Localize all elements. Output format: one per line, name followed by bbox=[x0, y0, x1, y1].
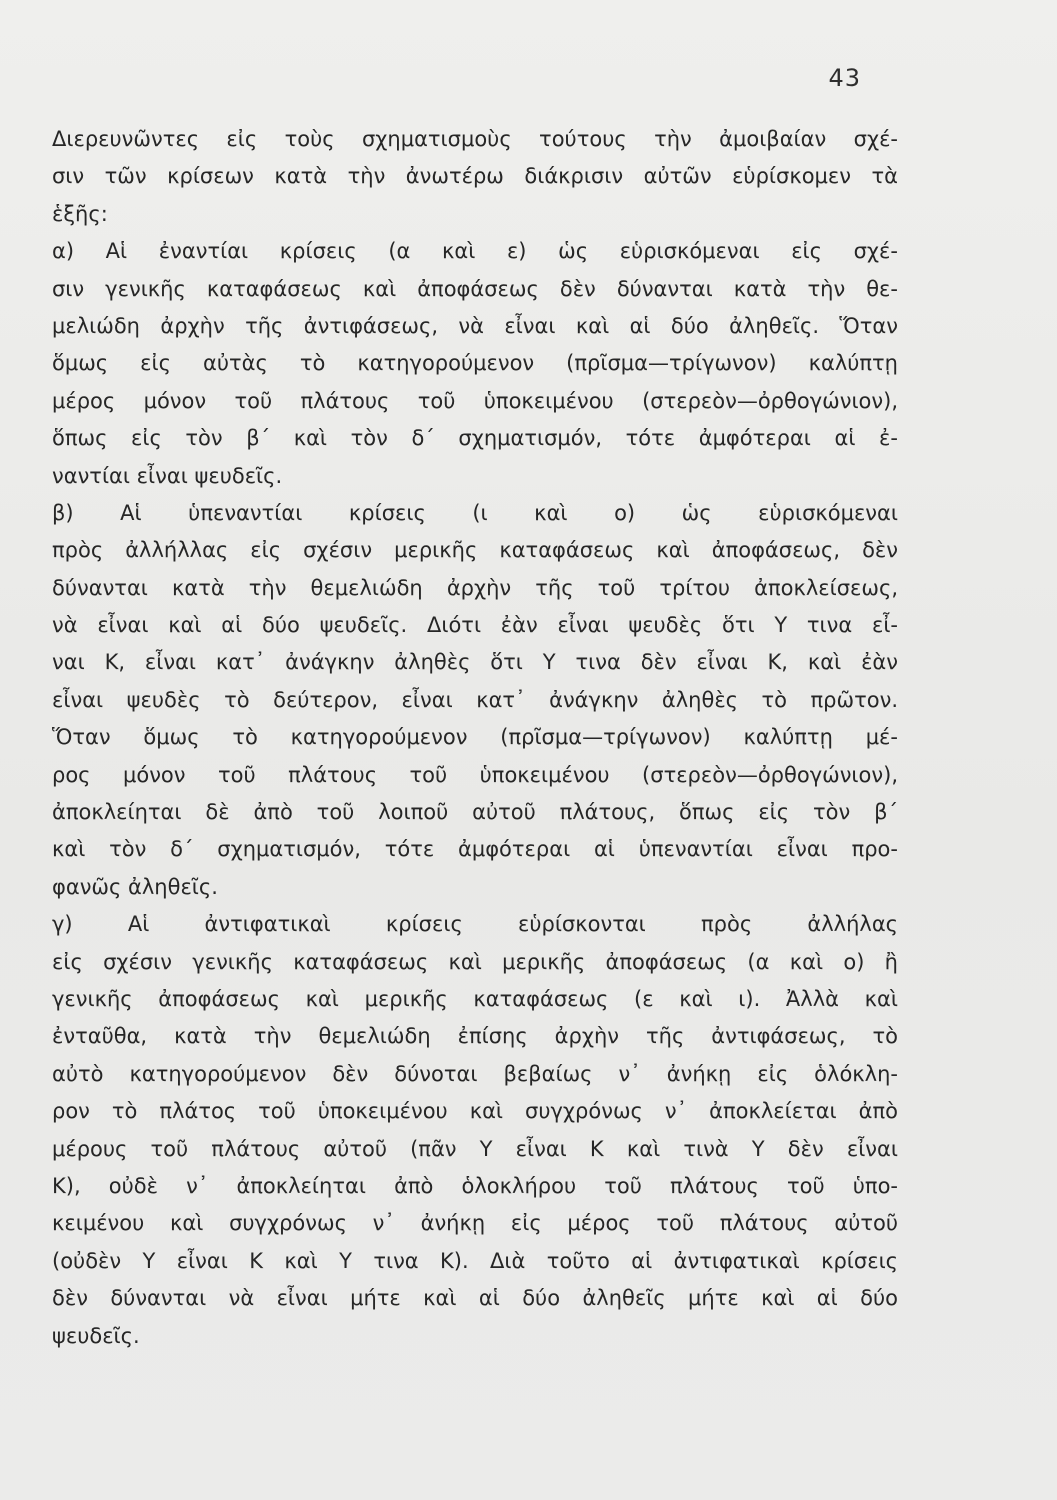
text-line: εἰς σχέσιν γενικῆς καταφάσεως καὶ μερικῆς ἀποφάσεως (α καὶ ο) ἢ bbox=[52, 949, 898, 974]
text-line: ὅπως εἰς τὸν β΄ καὶ τὸν δ΄ σχηματισμόν, τότε ἀμφότεραι αἱ ἐ- bbox=[52, 426, 898, 451]
text-line: μελιώδη ἀρχὴν τῆς ἀντιφάσεως, νὰ εἶναι καὶ αἱ δύο ἀληθεῖς. Ὅταν bbox=[52, 313, 898, 338]
text-line: ρος μόνον τοῦ πλάτους τοῦ ὑποκειμένου (στερεὸν—ὀρθογώνιον), bbox=[52, 762, 898, 787]
page-number: 43 bbox=[828, 64, 861, 92]
text-line: ψευδεῖς. bbox=[52, 1323, 140, 1348]
text-line: σιν γενικῆς καταφάσεως καὶ ἀποφάσεως δὲν δύνανται κατὰ τὴν θε- bbox=[52, 276, 898, 301]
text-line: γενικῆς ἀποφάσεως καὶ μερικῆς καταφάσεως (ε καὶ ι). Ἀλλὰ καὶ bbox=[52, 986, 898, 1011]
text-line: α) Αἱ ἐναντίαι κρίσεις (α καὶ ε) ὡς εὑρισκόμεναι εἰς σχέ- bbox=[52, 239, 898, 264]
text-line: ἐνταῦθα, κατὰ τὴν θεμελιώδη ἐπίσης ἀρχὴν τῆς ἀντιφάσεως, τὸ bbox=[52, 1024, 898, 1049]
text-line: (οὐδὲν Υ εἶναι Κ καὶ Υ τινα Κ). Διὰ τοῦτο αἱ ἀντιφατικαὶ κρίσεις bbox=[52, 1248, 898, 1273]
text-line: μέρους τοῦ πλάτους αὐτοῦ (πᾶν Υ εἶναι Κ καὶ τινὰ Υ δὲν εἶναι bbox=[52, 1136, 898, 1161]
text-line: κειμένου καὶ συγχρόνως ν᾿ ἀνήκῃ εἰς μέρος τοῦ πλάτους αὐτοῦ bbox=[52, 1211, 898, 1236]
text-line: ναι Κ, εἶναι κατ᾿ ἀνάγκην ἀληθὲς ὅτι Υ τινα δὲν εἶναι Κ, καὶ ἐὰν bbox=[52, 650, 898, 675]
text-line: γ) Αἱ ἀντιφατικαὶ κρίσεις εὑρίσκονται πρὸς ἀλλήλας bbox=[52, 912, 898, 937]
text-line: μέρος μόνον τοῦ πλάτους τοῦ ὑποκειμένου (στερεὸν—ὀρθογώνιον), bbox=[52, 388, 898, 413]
text-line: ὅμως εἰς αὐτὰς τὸ κατηγορούμενον (πρῖσμα—τρίγωνον) καλύπτῃ bbox=[52, 351, 898, 376]
text-line: πρὸς ἀλλήλλας εἰς σχέσιν μερικῆς καταφάσεως καὶ ἀποφάσεως, δὲν bbox=[52, 538, 898, 563]
body-text bbox=[52, 121, 898, 1355]
paragraph-intro bbox=[52, 121, 898, 233]
paragraph-beta bbox=[52, 495, 898, 906]
text-line: καὶ τὸν δ΄ σχηματισμόν, τότε ἀμφότεραι αἱ ὑπεναντίαι εἶναι προ- bbox=[52, 837, 898, 862]
text-line: Κ), οὐδὲ ν᾿ ἀποκλείηται ἀπὸ ὁλοκλήρου τοῦ πλάτους τοῦ ὑπο- bbox=[52, 1173, 898, 1198]
text-line: Ὅταν ὅμως τὸ κατηγορούμενον (πρῖσμα—τρίγωνον) καλύπτῃ μέ- bbox=[52, 725, 898, 750]
text-line: σιν τῶν κρίσεων κατὰ τὴν ἀνωτέρω διάκρισιν αὐτῶν εὑρίσκομεν τὰ bbox=[52, 164, 898, 189]
text-line: δὲν δύνανται νὰ εἶναι μήτε καὶ αἱ δύο ἀληθεῖς μήτε καὶ αἱ δύο bbox=[52, 1286, 898, 1311]
paragraph-alpha bbox=[52, 233, 898, 495]
text-line: ἑξῆς: bbox=[52, 201, 108, 226]
text-line: Διερευνῶντες εἰς τοὺς σχηματισμοὺς τούτους τὴν ἀμοιβαίαν σχέ- bbox=[52, 127, 898, 151]
text-line: εἶναι ψευδὲς τὸ δεύτερον, εἶναι κατ᾿ ἀνάγκην ἀληθὲς τὸ πρῶτον. bbox=[52, 687, 898, 712]
text-line: αὐτὸ κατηγορούμενον δὲν δύνοται βεβαίως ν᾿ ἀνήκῃ εἰς ὁλόκλη- bbox=[52, 1061, 898, 1086]
text-line: β) Αἱ ὑπεναντίαι κρίσεις (ι καὶ ο) ὡς εὑρισκόμεναι bbox=[52, 500, 898, 525]
text-line: φανῶς ἀληθεῖς. bbox=[52, 874, 218, 899]
text-line: νὰ εἶναι καὶ αἱ δύο ψευδεῖς. Διότι ἐὰν εἶναι ψευδὲς ὅτι Υ τινα εἶ- bbox=[52, 613, 898, 638]
text-line: ρον τὸ πλάτος τοῦ ὑποκειμένου καὶ συγχρόνως ν᾿ ἀποκλείεται ἀπὸ bbox=[52, 1099, 898, 1124]
text-line: ἀποκλείηται δὲ ἀπὸ τοῦ λοιποῦ αὐτοῦ πλάτους, ὅπως εἰς τὸν β΄ bbox=[52, 800, 898, 825]
text-line: δύνανται κατὰ τὴν θεμελιώδη ἀρχὴν τῆς τοῦ τρίτου ἀποκλείσεως, bbox=[52, 575, 898, 600]
text-line: ναντίαι εἶναι ψευδεῖς. bbox=[52, 463, 283, 488]
paragraph-gamma bbox=[52, 906, 898, 1355]
